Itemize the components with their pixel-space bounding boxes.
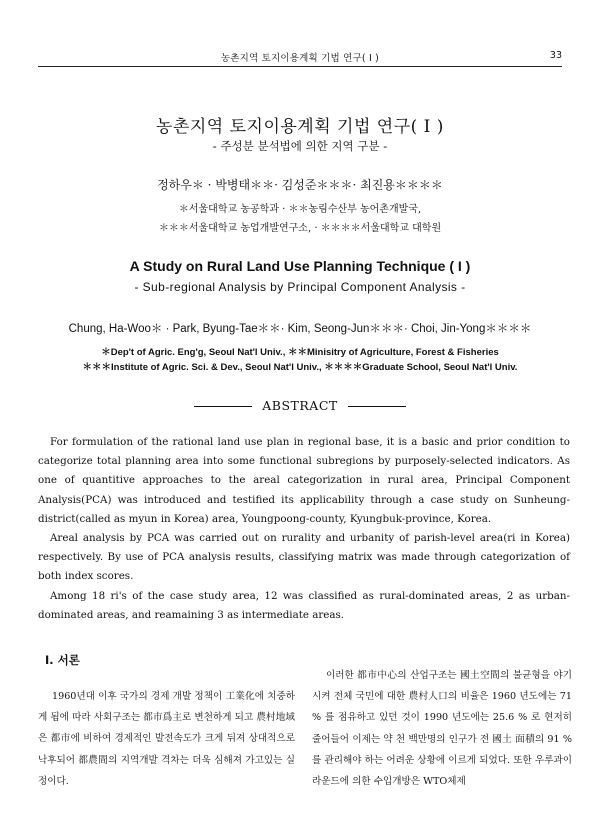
page-number: 33 [549, 50, 562, 61]
english-affiliation-2: ＊＊＊Institute of Agric. Sci. & Dev., Seoul Nat'l Univ., ＊＊＊＊Graduate School, Seoul Nat'l Univ. [82, 362, 518, 373]
english-affiliation-1: ＊Dep't of Agric. Eng'g, Seoul Nat'l Univ., ＊＊Minisitry of Agriculture, Forest & Fisheries [101, 347, 499, 358]
body-right-column [312, 665, 572, 792]
body-left-column [38, 686, 295, 792]
korean-subtitle: - 주성분 분석법에 의한 지역 구분 - [212, 139, 388, 153]
english-authors: Chung, Ha-Woo＊ · Park, Byung-Tae＊＊· Kim, Seong-Jun＊＊＊· Choi, Jin-Yong＊＊＊＊ [68, 323, 532, 335]
abstract-paragraph: Areal analysis by PCA was carried out on rurality and urbanity of parish-level area(ri in Korea) respectively. By use of PCA analysis results, classifying matrix was made through categorization of both index scores. [38, 532, 570, 583]
english-title: A Study on Rural Land Use Planning Technique ( I ) [129, 258, 471, 274]
korean-title: 농촌지역 토지이용계획 기법 연구( I ) [156, 117, 444, 137]
abstract-heading [0, 398, 600, 413]
abstract-body [38, 433, 570, 625]
abstract-paragraph: Among 18 ri's of the case study area, 12 was classified as rural-dominated areas, 2 as urban-dominated areas, and reamaining 3 as intermediate areas. [38, 589, 570, 621]
english-subtitle: - Sub-regional Analysis by Principal Component Analysis - [134, 280, 466, 294]
abstract-rule-right [348, 406, 406, 407]
body-paragraph: 1960년대 이후 국가의 경제 개발 정책이 工業化에 치중하게 됨에 따라 사회구조는 都市爲主로 변천하게 되고 農村地域은 都市에 비하여 경제적인 발전속도가 크게 뒤져 상대적으로 낙후되어 都農間의 지역개발 격차는 더욱 심해져 가고있는 실정이다. [38, 691, 295, 787]
running-title: 농촌지역 토지이용계획 기법 연구( I ) [220, 53, 380, 64]
body-paragraph: 이러한 都市中心의 산업구조는 國土空間의 불균형을 야기시켜 전체 국민에 대한 農村人口의 비율은 1960 년도에는 71 % 를 점유하고 있던 것이 1990 년도에는 25.6 % 로 현저히 줄어들어 이제는 약 천 백만명의 인구가 전 國土 面積의 91 % 를 관리해야 하는 어려운 상황에 이르게 되었다. 또한 우루과이라운드에 의한 수입개방은 WTO체제 [312, 670, 572, 788]
abstract-heading-text: ABSTRACT [262, 398, 338, 413]
korean-authors: 정하우＊ · 박병태＊＊· 김성준＊＊＊· 최진용＊＊＊＊ [157, 178, 443, 192]
abstract-paragraph: For formulation of the rational land use plan in regional base, it is a basic and prior condition to categorize total planning area into some functional subregions by purposely-selected indicators. As one of quantitive approaches to the areal categorization in rural area, Principal Component Analysis(PCA) was introduced and testified its applicability through a case study on Sunheung-district(called as myun in Korea) area, Youngpoong-county, Kyungbuk-province, Korea. [38, 436, 570, 525]
korean-affiliation-2: ＊＊＊서울대학교 농업개발연구소, · ＊＊＊＊서울대학교 대학원 [158, 223, 442, 234]
abstract-rule-left [194, 406, 252, 407]
running-header [38, 50, 562, 67]
section-heading-introduction: Ⅰ. 서론 [45, 653, 80, 667]
korean-affiliation-1: ＊서울대학교 농공학과 · ＊＊농림수산부 농어촌개발국, [178, 204, 422, 215]
